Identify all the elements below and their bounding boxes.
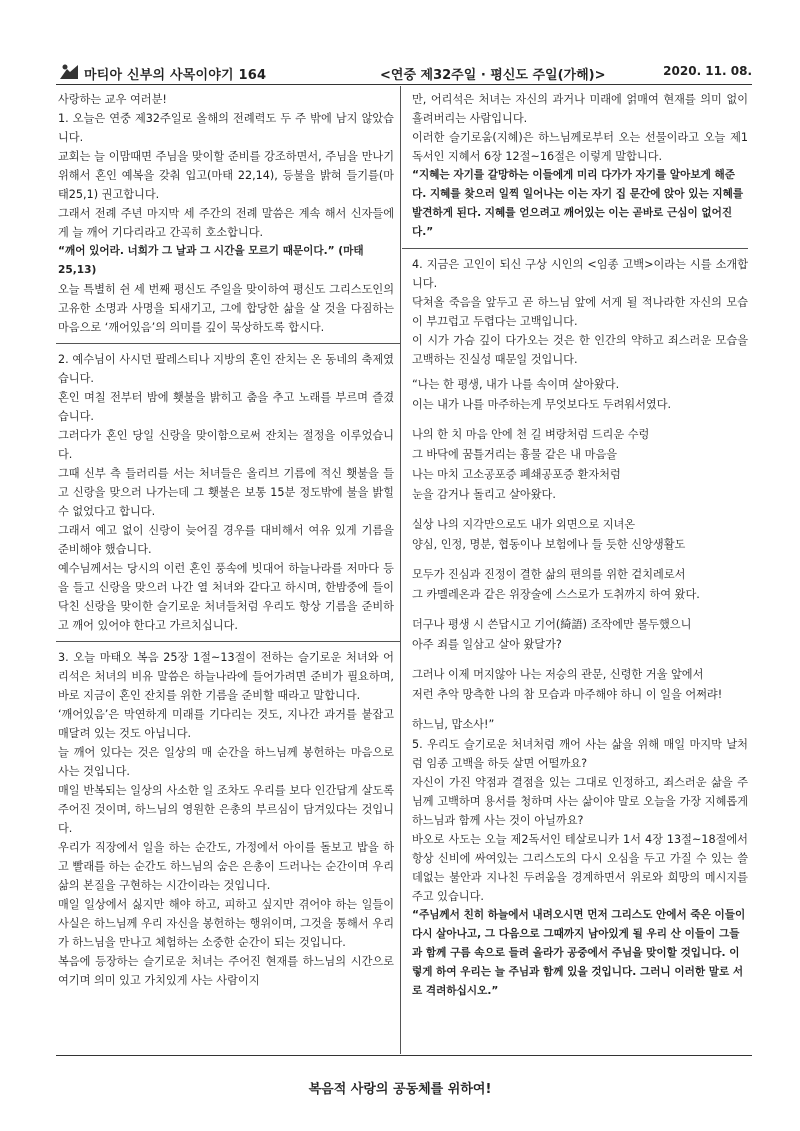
poem-stanza: 실상 나의 지각만으로도 내가 외면으로 지녀온 양심, 인정, 명분, 협동이나 보험에나 들 듯한 신앙생활도 — [412, 518, 686, 551]
section-divider — [56, 641, 400, 642]
section-5-text: 5. 우리도 슬기로운 처녀처럼 깨어 사는 삶을 위해 매일 마지막 날처럼 임종 고백을 하듯 살면 어떨까요? 자신이 가진 약점과 결점을 있는 그대로 인정하고, 죄스러운 삶을 주님께 고백하며 용서를 청하며 사는 삶이야 말로 오늘을 가장 지혜롭게 하느님과 함께 사는 것이 아닐까요? 바오로 사도는 오늘 제2독서인 테살로니카 1서 4장 13절~18절에서 항상 신비에 싸여있는 그리스도의 다시 오심을 두고 가질 수 있는 쓸데없는 불안과 지나친 두려움을 경계하면서 위로와 희망의 메시지를 주고 있습니다. — [412, 738, 748, 903]
right-column — [412, 90, 748, 1001]
footer-rule — [56, 1055, 752, 1056]
issue-date: 2020. 11. 08. — [663, 64, 752, 78]
wisdom-intro-text: 만, 어리석은 처녀는 자신의 과거나 미래에 얽매여 현재를 의미 없이 흘려버리는 사람입니다. 이러한 슬기로움(지혜)은 하느님께로부터 오는 선물이라고 오늘 제1독서인 지혜서 6장 12절~16절은 이렇게 말합니다. — [412, 93, 748, 163]
page-header — [58, 62, 752, 84]
section-divider — [56, 343, 400, 344]
left-column — [58, 90, 394, 990]
poem-stanza: 더구나 평생 시 쓴답시고 기어(綺語) 조작에만 몰두했으니 아주 죄를 일삼고 살아 왔달가? — [412, 618, 692, 651]
poem-stanza: 그러나 이제 머지않아 나는 저승의 관문, 신령한 거울 앞에서 저런 추악 망측한 나의 참 모습과 마주해야 하니 이 일을 어쩌랴! — [412, 668, 723, 701]
section-divider — [402, 248, 748, 249]
liturgy-subtitle: <연중 제32주일 · 평신도 주일(가해)> — [380, 68, 606, 83]
column-title: 마티아 신부의 사목이야기 164 — [84, 68, 267, 83]
laity-sunday-text: 오늘 특별히 쉰 세 번째 평신도 주일을 맞이하여 평신도 그리스도인의 고유한 소명과 사명을 되새기고, 그에 합당한 삶을 살 것을 다짐하는 마음으로 ‘깨어있음’의 의미를 깊이 묵상하도록 합시다. — [58, 283, 394, 334]
poem-stanza: 하느님, 맙소사!” — [412, 718, 495, 731]
quote-wisdom: “지혜는 자기를 갈망하는 이들에게 미리 다가가 자기를 알아보게 해준다. 지혜를 찾으러 일찍 일어나는 이는 자기 집 문간에 앉아 있는 지혜를 발견하게 된다. 지혜를 얻으려고 깨어있는 이는 곧바로 근심이 없어진다.” — [412, 169, 744, 238]
quote-matthew: “깨어 있어라. 너희가 그 날과 그 시간을 모르기 때문이다.” (마태25,13) — [58, 245, 364, 276]
column-divider — [400, 86, 401, 1054]
section-3-text: 3. 오늘 마태오 복음 25장 1절~13절이 전하는 슬기로운 처녀와 어리석은 처녀의 비유 말씀은 하늘나라에 들어가려면 준비가 필요하며, 바로 지금이 혼인 잔치를 위한 기름을 준비할 때라고 말합니다. ‘깨어있음’은 막연하게 미래를 기다리는 것도, 지나간 과거를 붙잡고 매달려 있는 것도 아닙니다. 늘 깨어 있다는 것은 일상의 매 순간을 하느님께 봉헌하는 마음으로 사는 것입니다. 매일 반복되는 일상의 사소한 일 조차도 우리를 보다 인간답게 살도록 주어진 것이며, 하느님의 영원한 은총의 부르심이 담겨있다는 것입니다. 우리가 직장에서 일을 하는 순간도, 가정에서 아이를 돌보고 밥을 하고 빨래를 하는 순간도 하느님의 숨은 은총이 드러나는 순간이며 우리 삶의 본질을 구현하는 시간이라는 것입니다. 매일 일상에서 싫지만 해야 하고, 피하고 싶지만 겪어야 하는 일들이 사실은 하느님께 우리 자신을 봉헌하는 행위이며, 그것을 통해서 우리가 하느님을 만나고 체험하는 소중한 순간이 되는 것입니다. 복음에 등장하는 슬기로운 처녀는 주어진 현재를 하느님의 시간으로 여기며 의미 있고 가치있게 사는 사람이지 — [58, 651, 394, 987]
poem-stanza: “나는 한 평생, 내가 나를 속이며 살아왔다. 이는 내가 나를 마주하는게 무엇보다도 두려워서였다. — [412, 378, 672, 411]
priest-icon — [58, 63, 80, 81]
footer-motto: 복음적 사랑의 공동체를 위하여! — [308, 1082, 492, 1097]
section-1-text: 사랑하는 교우 여러분! 1. 오늘은 연중 제32주일로 올해의 전례력도 두 주 밖에 남지 않았습니다. 교회는 늘 이맘때면 주님을 맞이할 준비를 강조하면서, 주님을 만나기 위해서 혼인 예복을 갖춰 입고(마태 22,14), 등불을 밝혀 들기를(마태25,1) 권고합니다. 그래서 전례 주년 마지막 세 주간의 전례 말씀은 계속 해서 신자들에게 늘 깨어 기다리라고 간곡히 호소합니다. — [58, 93, 394, 239]
quote-thessalonians: “주님께서 친히 하늘에서 내려오시면 먼저 그리스도 안에서 죽은 이들이 다시 살아나고, 그 다음으로 그때까지 남아있게 될 우리 산 이들이 그들과 함께 구름 속으로 들려 올라가 공중에서 주님을 맞이할 것입니다. 이렇게 하여 우리는 늘 주님과 함께 있을 것입니다. 그러니 이러한 말로 서로 격려하십시오.” — [412, 909, 746, 997]
header-rule — [56, 84, 752, 85]
section-2-text: 2. 예수님이 사시던 팔레스티나 지방의 혼인 잔치는 온 동네의 축제였습니다. 혼인 며칠 전부터 밤에 횃불을 밝히고 춤을 추고 노래를 부르며 즐겼습니다. 그러다가 혼인 당일 신랑을 맞이함으로써 잔치는 절정을 이루었습니다. 그때 신부 측 들러리를 서는 처녀들은 올리브 기름에 적신 횃불을 들고 신랑을 맞으러 나가는데 그 횃불은 보통 15분 정도밖에 불을 밝힐 수 없었다고 합니다. 그래서 예고 없이 신랑이 늦어질 경우를 대비해서 여유 있게 기름을 준비해야 했습니다. 예수님께서는 당시의 이런 혼인 풍속에 빗대어 하늘나라를 저마다 등을 들고 신랑을 맞으러 나간 열 처녀와 같다고 하시며, 한밤중에 들이닥친 신랑을 맞이한 슬기로운 처녀들처럼 우리도 항상 기름을 준비하고 깨어 있어야 한다고 가르치십니다. — [58, 353, 394, 632]
section-4-text: 4. 지금은 고인이 되신 구상 시인의 <임종 고백>이라는 시를 소개합니다. 닥쳐올 죽음을 앞두고 곧 하느님 앞에 서게 될 적나라한 자신의 모습이 부끄럽고 두렵다는 고백입니다. 이 시가 가슴 깊이 다가오는 것은 한 인간의 약하고 죄스러운 모습을 고백하는 진실성 때문일 것입니다. — [412, 258, 748, 366]
poem-stanza: 나의 한 치 마음 안에 천 길 벼랑처럼 드리운 수렁 그 바닥에 꿈틀거리는 흉물 같은 내 마음을 나는 마치 고소공포증 폐쇄공포증 환자처럼 눈을 감거나 돌리고 살아왔다. — [412, 428, 650, 501]
poem-stanza: 모두가 진심과 진정이 결한 삶의 편의를 위한 겉치레로서 그 카멜레온과 같은 위장술에 스스로가 도취까지 하여 왔다. — [412, 568, 700, 601]
